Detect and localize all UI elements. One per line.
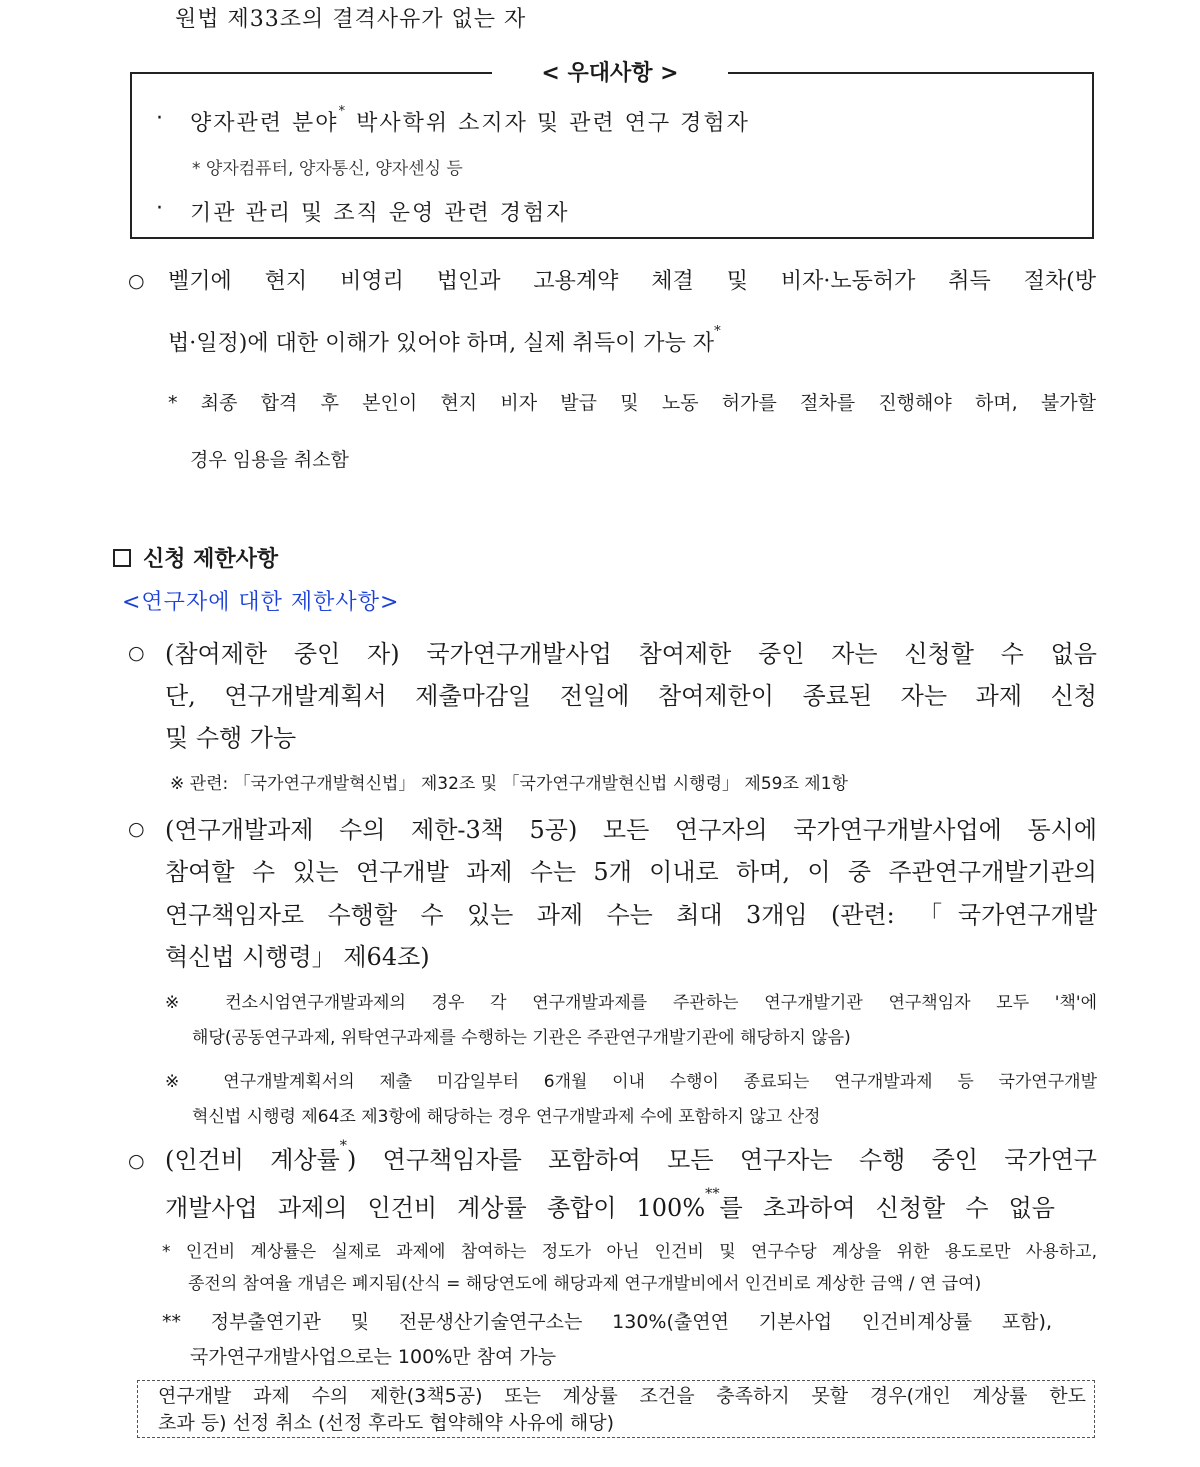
preference-item-phd-note: * 양자컴퓨터, 양자통신, 양자센싱 등 xyxy=(192,159,463,179)
visa-line-1: 벨기에 현지 비영리 법인과 고용계약 체결 및 비자·노동허가 취득 절차(방 xyxy=(168,269,1096,294)
visa-note-line-1: * 최종 합격 후 본인이 현지 비자 발급 및 노동 허가를 절차를 진행해야 하며, 불가할 xyxy=(168,392,1096,414)
labor-note-2-line-1: ** 정부출연기관 및 전문생산기술연구소는 130%(출연연 기본사업 인건비계상률 포함), xyxy=(162,1311,1052,1333)
participation-line-2: 단, 연구개발계획서 제출마감일 전일에 참여제한이 종료된 자는 과제 신청 xyxy=(165,682,1097,710)
section-subheading: <연구자에 대한 제한사항> xyxy=(122,590,400,615)
preference-box-title: < 우대사항 > xyxy=(492,58,728,90)
labor-line-1: (인건비 계상률*) 연구책임자를 포함하여 모든 연구자는 수행 중인 국가연구 xyxy=(165,1138,1097,1174)
count-note-1-line-1: ※ 컨소시엄연구개발과제의 경우 각 연구개발과제를 주관하는 연구개발기관 연구책임자 모두 '책'에 xyxy=(165,993,1097,1013)
participation-line-1: (참여제한 중인 자) 국가연구개발사업 참여제한 중인 자는 신청할 수 없음 xyxy=(165,640,1097,668)
circle-marker: ○ xyxy=(128,642,145,664)
count-line-2: 참여할 수 있는 연구개발 과제 수는 5개 이내로 하며, 이 중 주관연구개발기관의 xyxy=(165,858,1097,886)
circle-marker: ○ xyxy=(128,1150,145,1172)
participation-line-3: 및 수행 가능 xyxy=(165,724,297,752)
count-note-1-line-2: 해당(공동연구과제, 위탁연구과제를 수행하는 기관은 주관연구개발기관에 해당하지 않음) xyxy=(192,1028,851,1048)
bullet-dot: · xyxy=(156,196,163,221)
count-line-4: 혁신법 시행령」 제64조) xyxy=(165,943,430,971)
visa-line-2: 법·일정)에 대한 이해가 있어야 하며, 실제 취득이 가능 자* xyxy=(168,324,721,356)
labor-note-2-line-2: 국가연구개발사업으로는 100%만 참여 가능 xyxy=(190,1346,557,1368)
circle-marker: ○ xyxy=(128,270,145,292)
count-note-2-line-1: ※ 연구개발계획서의 제출 미감일부터 6개월 이내 수행이 종료되는 연구개발과제 등 국가연구개발 xyxy=(165,1072,1097,1092)
visa-note-line-2: 경우 임용을 취소함 xyxy=(190,449,349,471)
participation-note: ※ 관련: 「국가연구개발혁신법」 제32조 및 「국가연구개발현신법 시행령」 제59조 제1항 xyxy=(170,774,848,794)
labor-note-1-line-1: * 인건비 계상률은 실제로 과제에 참여하는 정도가 아닌 인건비 및 연구수당 계상을 위한 용도로만 사용하고, xyxy=(162,1242,1097,1262)
circle-marker: ○ xyxy=(128,818,145,840)
checkbox-square-icon xyxy=(113,549,131,567)
section-heading: 신청 제한사항 xyxy=(113,542,278,573)
labor-note-1-line-2: 종전의 참여율 개념은 폐지됨(산식 = 해당연도에 해당과제 연구개발비에서 인건비로 계상한 금액 / 연 급여) xyxy=(188,1274,982,1294)
count-line-3: 연구책임자로 수행할 수 있는 과제 수는 최대 3개임 (관련: 「국가연구개발 xyxy=(165,901,1097,929)
warning-line-2: 초과 등) 선정 취소 (선정 후라도 협약해약 사유에 해당) xyxy=(158,1412,614,1434)
bullet-dot: · xyxy=(156,106,163,131)
preference-item-phd: 양자관련 분야* 박사학위 소지자 및 관련 연구 경험자 xyxy=(190,104,750,136)
labor-line-2: 개발사업 과제의 인건비 계상률 총합이 100%**를 초과하여 신청할 수 없음 xyxy=(165,1186,1055,1222)
intro-line: 원법 제33조의 결격사유가 없는 자 xyxy=(175,7,527,32)
preference-item-management: 기관 관리 및 조직 운영 관련 경험자 xyxy=(190,201,570,226)
count-note-2-line-2: 혁신법 시행령 제64조 제3항에 해당하는 경우 연구개발과제 수에 포함하지 않고 산정 xyxy=(192,1107,821,1127)
warning-line-1: 연구개발 과제 수의 제한(3책5공) 또는 계상률 조건을 충족하지 못할 경우(개인 계상률 한도 xyxy=(158,1385,1086,1407)
count-line-1: (연구개발과제 수의 제한-3책 5공) 모든 연구자의 국가연구개발사업에 동시에 xyxy=(165,816,1097,844)
